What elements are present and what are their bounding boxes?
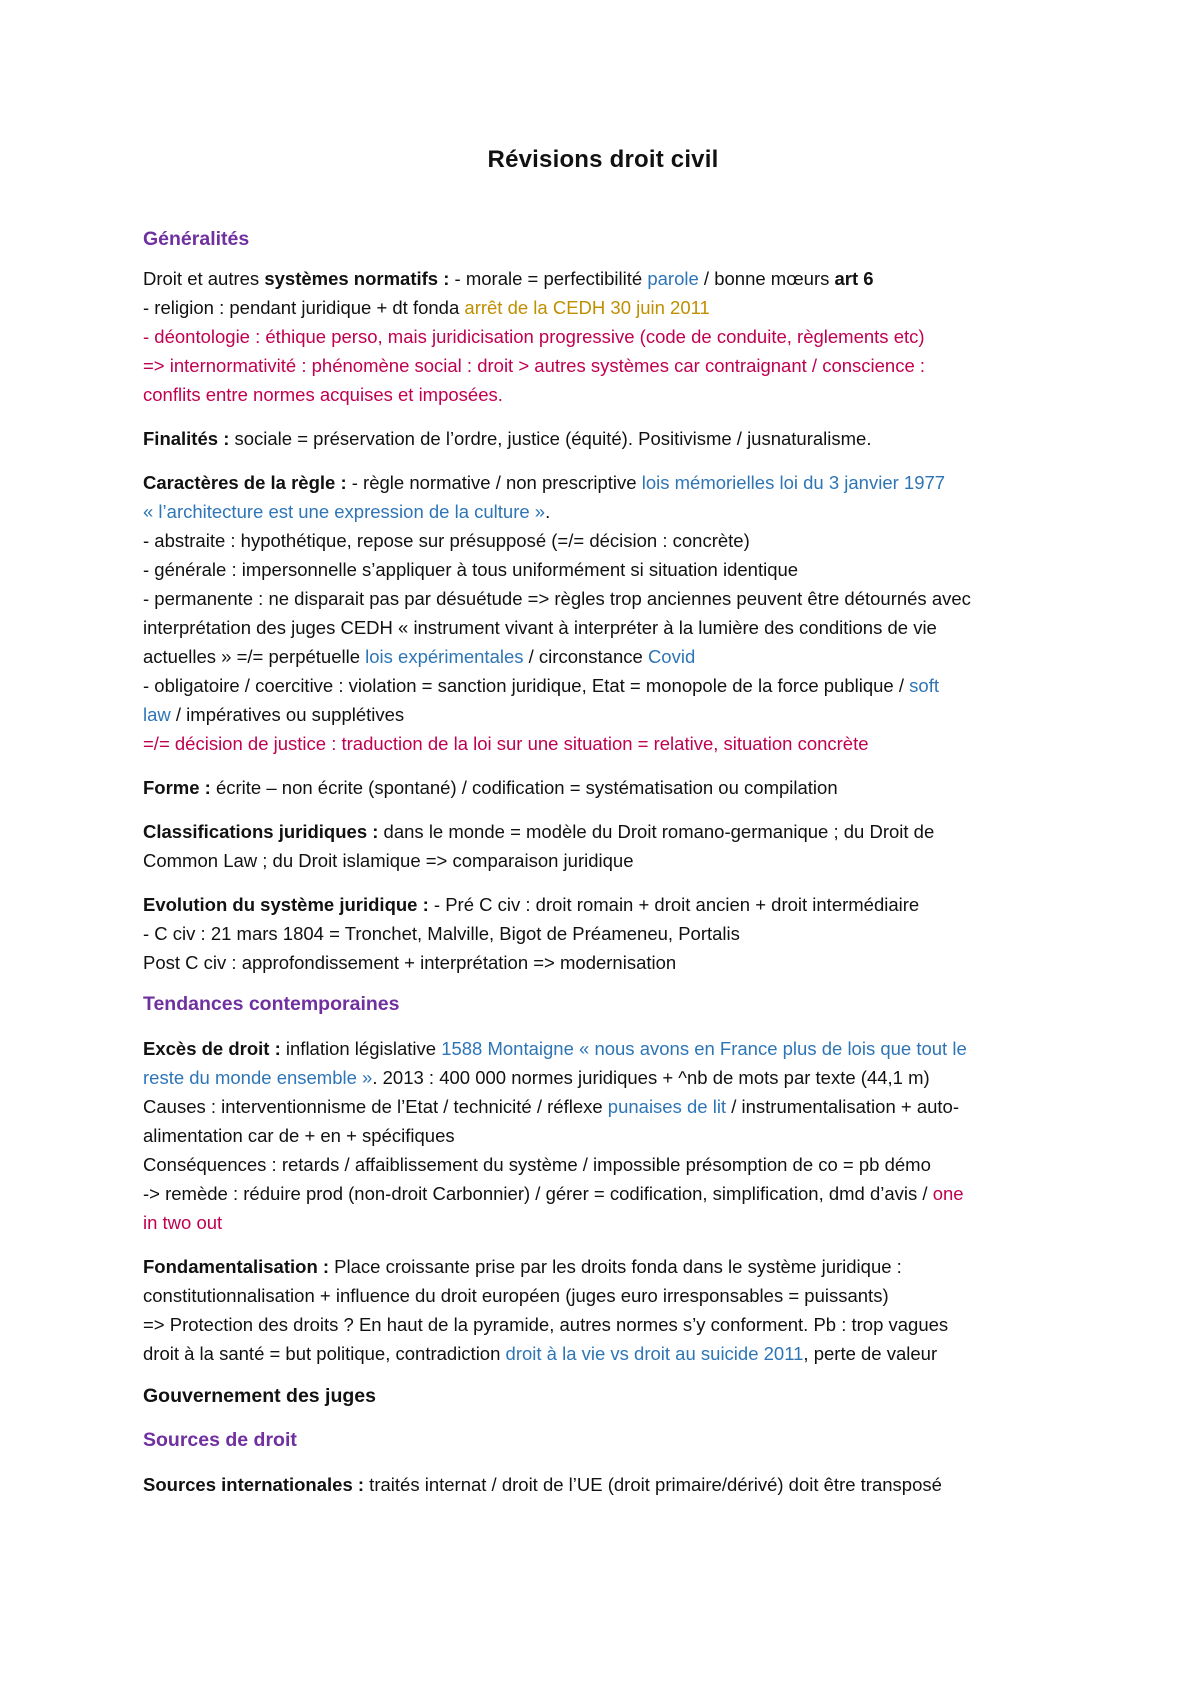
heading-tendances: Tendances contemporaines [143,993,400,1015]
line-conflits: conflits entre normes acquises et imposées. [143,384,503,405]
quote: reste du monde ensemble » [143,1067,373,1088]
text: sociale = préservation de l’ordre, justice (équité). Positivisme / jusnaturalisme. [229,428,872,449]
heading-sources: Sources de droit [143,1429,297,1451]
term: Fondamentalisation : [143,1256,330,1277]
line-remede [143,1179,1063,1208]
line-forme [143,773,1063,802]
line-soft-law [143,700,1063,729]
line-droit-sante [143,1339,1063,1368]
text: , perte de valeur [803,1343,938,1364]
term: Finalités : [143,428,230,449]
text: . 2013 : 400 000 normes juridiques + ^nb de mots par texte (44,1 m) [372,1067,930,1088]
line-fondamentalisation [143,1252,1063,1281]
line-interpretation: interprétation des juges CEDH « instrument vivant à interpréter à la lumière des conditions de vie [143,617,937,638]
text: traités internat / droit de l’UE (droit primaire/dérivé) doit être transposé [364,1474,942,1495]
line-c-civ: - C civ : 21 mars 1804 = Tronchet, Malville, Bigot de Préameneu, Portalis [143,923,740,944]
line-one-in-two-out: in two out [143,1212,223,1233]
line-decision-justice: =/= décision de justice : traduction de la loi sur une situation = relative, situation concrète [143,733,869,754]
text: écrite – non écrite (spontané) / codification = systématisation ou compilation [210,777,838,798]
example: lois mémorielles loi du 3 janvier 1977 [641,472,946,493]
line-reste-monde [143,1063,1063,1092]
text: - obligatoire / coercitive : violation = sanction juridique, Etat = monopole de la force publique / [143,675,910,696]
line-classifications [143,817,1063,846]
line-evolution [143,890,1063,919]
quote: « l’architecture est une expression de la culture » [143,501,546,522]
line-deontologie: - déontologie : éthique perso, mais juridicisation progressive (code de conduite, règlements etc) [143,326,925,347]
example: law [143,704,171,725]
text: / circonstance [523,646,648,667]
heading-generalites: Généralités [143,228,250,250]
term: Caractères de la règle : [143,472,347,493]
term: systèmes normatifs : [264,268,450,289]
example: Covid [647,646,696,667]
example: droit à la vie vs droit au suicide 2011 [505,1343,804,1364]
line-constitutionnalisation: constitutionnalisation + influence du droit européen (juges euro irresponsables = puissants) [143,1285,889,1306]
text: droit à la santé = but politique, contradiction [143,1343,506,1364]
line-caracteres [143,468,1063,497]
case-reference: arrêt de la CEDH 30 juin 2011 [464,297,710,318]
text: - morale = perfectibilité [449,268,648,289]
line-architecture [143,497,1063,526]
document-title: Révisions droit civil [487,146,719,173]
text: -> remède : réduire prod (non-droit Carbonnier) / gérer = codification, simplification, dmd d’avis / [143,1183,933,1204]
line-common-law: Common Law ; du Droit islamique => comparaison juridique [143,850,634,871]
line-abstraite: - abstraite : hypothétique, repose sur présupposé (=/= décision : concrète) [143,530,750,551]
line-alimentation: alimentation car de + en + spécifiques [143,1125,455,1146]
term: Classifications juridiques : [143,821,379,842]
line-protection-droits: => Protection des droits ? En haut de la pyramide, autres normes s’y conforment. Pb : trop vagues [143,1314,949,1335]
text: dans le monde = modèle du Droit romano-germanique ; du Droit de [378,821,935,842]
text: / instrumentalisation + auto- [726,1096,959,1117]
line-sources-internationales [143,1470,1063,1499]
line-internormativite: => internormativité : phénomène social : droit > autres systèmes car contraignant / conscience : [143,355,926,376]
line-consequences: Conséquences : retards / affaiblissement du système / impossible présomption de co = pb démo [143,1154,931,1175]
example: lois expérimentales [365,646,524,667]
text: / bonne mœurs [698,268,835,289]
text: . [545,501,551,522]
heading-gouvernement-juges: Gouvernement des juges [143,1385,376,1407]
line-permanente: - permanente : ne disparait pas par désuétude => règles trop anciennes peuvent être détournés avec [143,588,971,609]
line-post-c-civ: Post C civ : approfondissement + interprétation => modernisation [143,952,677,973]
text: - Pré C civ : droit romain + droit ancien + droit intermédiaire [428,894,920,915]
line-obligatoire [143,671,1063,700]
text: Droit et autres [143,268,265,289]
highlight: one [932,1183,964,1204]
text: Place croissante prise par les droits fonda dans le système juridique : [329,1256,902,1277]
line-actuelles [143,642,1063,671]
term: Evolution du système juridique : [143,894,429,915]
line-causes [143,1092,1063,1121]
line-generale: - générale : impersonnelle s’appliquer à tous uniformément si situation identique [143,559,799,580]
reference: art 6 [834,268,874,289]
line-systemes-normatifs [143,264,1063,293]
line-finalites [143,424,1063,453]
example: soft [909,675,939,696]
example: punaises de lit [607,1096,727,1117]
text: inflation législative [280,1038,442,1059]
line-exces-droit [143,1034,1063,1063]
example: parole [647,268,699,289]
text: / impératives ou supplétives [170,704,405,725]
term: Forme : [143,777,211,798]
term: Excès de droit : [143,1038,281,1059]
text: actuelles » =/= perpétuelle [143,646,366,667]
quote: 1588 Montaigne « nous avons en France plus de lois que tout le [441,1038,967,1059]
text: - règle normative / non prescriptive [346,472,642,493]
text: - religion : pendant juridique + dt fonda [143,297,465,318]
line-religion [143,293,1063,322]
term: Sources internationales : [143,1474,365,1495]
text: Causes : interventionnisme de l’Etat / technicité / réflexe [143,1096,608,1117]
